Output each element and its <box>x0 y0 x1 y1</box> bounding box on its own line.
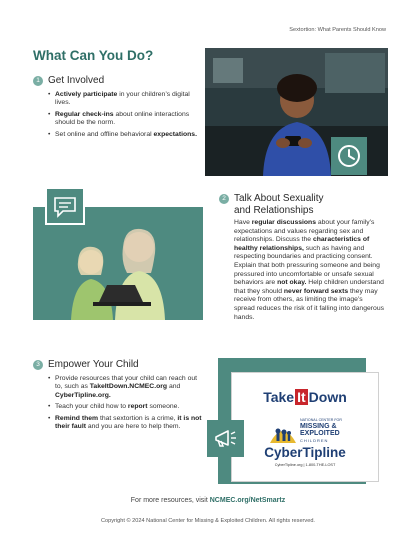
chat-icon-box <box>45 187 85 225</box>
section3-title: Empower Your Child <box>48 359 139 370</box>
clock-icon-box <box>331 137 367 175</box>
list-item: • Teach your child how to report someone. <box>55 403 205 411</box>
copyright: Copyright © 2024 National Center for Missing & Exploited Children. All rights reserved. <box>101 518 315 524</box>
section2-paragraph: Have regular discussions about your family’s expectations and values regarding sex and relationships. Discuss the characteristics of healthy relationships, such as having and respecting boundaries and practicing consent. Explain that both pressuring someone and being pressured into uncomfortable or unsafe sexual behaviors are not okay. Help children understand that they should never forward sexts they may receive from others, as limiting the image’s spread reduces the risk of it falling into dangerous hands. <box>234 219 384 321</box>
logos-card <box>231 372 379 482</box>
takeitdown-logo: Take It Down <box>263 389 347 405</box>
takeitdown-link[interactable]: TakeItDown.NCMEC.org <box>89 383 168 391</box>
megaphone-icon <box>207 420 244 457</box>
netsmartz-link[interactable]: NCMEC.org/NetSmartz <box>209 497 286 504</box>
chat-icon <box>47 189 83 223</box>
list-item: • Set online and offline behavioral expectations. <box>55 131 203 139</box>
clock-icon <box>331 137 367 175</box>
cybertipline-subtext: CyberTipline.org | 1-800-THE-LOST <box>274 463 336 467</box>
section3-heading <box>33 359 139 370</box>
section1-heading <box>33 75 104 86</box>
header-text: Sextortion: What Parents Should Know <box>289 27 386 33</box>
section1-list <box>47 91 203 142</box>
section3-number: 3 <box>33 360 43 370</box>
section1-number: 1 <box>33 76 43 86</box>
ncmec-logo: NATIONAL CENTER FOR MISSING & EXPLOITED CHILDREN <box>268 418 348 446</box>
cybertipline-link[interactable]: CyberTipline.org. <box>55 391 111 399</box>
megaphone-icon-box <box>207 420 244 457</box>
list-item: • Remind them that sextortion is a crime, it is not their fault and you are here to help them. <box>55 415 205 432</box>
list-item: • Regular check-ins about online interactions should be the norm. <box>55 111 203 128</box>
section2-number: 2 <box>219 194 229 204</box>
page-title: What Can You Do? <box>33 48 154 63</box>
section2-heading <box>219 193 324 204</box>
list-item: • Provide resources that your child can reach out to, such as TakeItDown.NCMEC.org and CyberTipline.org. <box>55 375 205 400</box>
resources-footer: For more resources, visit NCMEC.org/NetSmartz <box>130 497 286 504</box>
section2-title-line1: Talk About Sexuality <box>234 193 324 204</box>
section1-title: Get Involved <box>48 75 105 86</box>
ncmec-figures-icon <box>268 419 298 445</box>
section3-list <box>47 375 205 434</box>
cybertipline-logo: CyberTipline <box>264 445 346 460</box>
section2-title-line2: and Relationships <box>234 205 314 216</box>
list-item: • Actively participate in your children’s digital lives. <box>55 91 203 108</box>
